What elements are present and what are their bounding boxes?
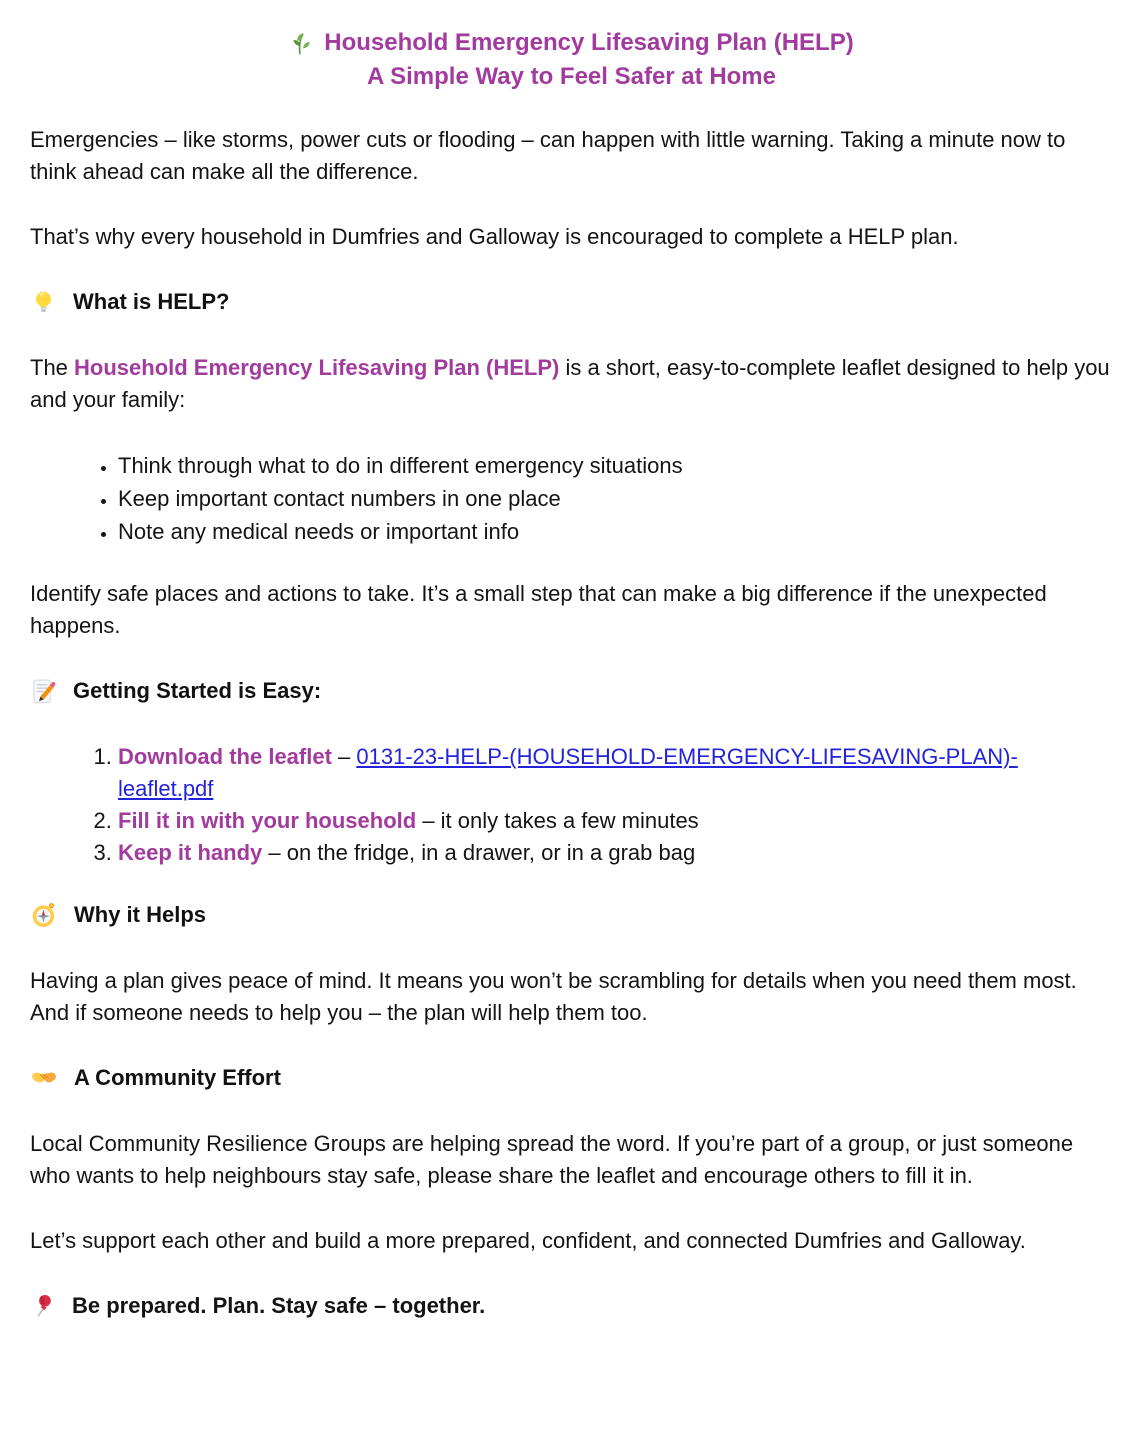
community-paragraph-1: Local Community Resilience Groups are helping spread the word. If you’re part of a group, or just someone who wants to help neighbours stay safe, please share the leaflet and encourage others to fill it in. (30, 1131, 1074, 1188)
step-fill-it-in (118, 805, 1113, 837)
step-2-rest: it only takes a few minutes (440, 808, 699, 833)
title-line1-text: Household Emergency Lifesaving Plan (HELP) (324, 29, 854, 56)
pushpin-icon (30, 1293, 56, 1319)
leaflet-pdf-link[interactable]: 0131-23-HELP-(HOUSEHOLD-EMERGENCY-LIFESAVING-PLAN)-leaflet.pdf (118, 744, 1018, 801)
help-benefits-list (30, 449, 1113, 548)
step-2-highlight: Fill it in with your household (118, 808, 417, 833)
community-paragraph-2: Let’s support each other and build a more prepared, confident, and connected Dumfries and Galloway. (30, 1228, 1026, 1253)
compass-icon (30, 901, 58, 929)
step-3-highlight: Keep it handy (118, 840, 263, 865)
handshake-icon (30, 1064, 58, 1092)
herb-icon (289, 31, 314, 56)
what-is-help-intro (30, 352, 1113, 416)
step-2-separator: – (416, 808, 441, 833)
intro-paragraph-1: Emergencies – like storms, power cuts or flooding – can happen with little warning. Taking a minute now to think ahead can make all the difference. (30, 127, 1066, 184)
title-line-1 (30, 26, 1113, 60)
heading-getting-started-text: Getting Started is Easy: (73, 678, 322, 703)
identify-paragraph: Identify safe places and actions to take. It’s a small step that can make a big difference if the unexpected happens. (30, 581, 1047, 638)
step-3-separator: – (262, 840, 287, 865)
step-3-rest: on the fridge, in a drawer, or in a grab bag (286, 840, 696, 865)
benefit-item-3: • Note any medical needs or important info (118, 515, 1113, 548)
footer-line (30, 1290, 1113, 1322)
step-download-leaflet (118, 741, 1113, 805)
document-title (30, 26, 1113, 94)
heading-why-it-helps (30, 899, 1113, 931)
step-1-highlight: Download the leaflet (118, 744, 332, 769)
lightbulb-icon (30, 289, 57, 316)
intro-paragraph-2: That’s why every household in Dumfries and Galloway is encouraged to complete a HELP plan. (30, 224, 959, 249)
what-is-help-intro-suffix: is a short, easy-to-complete leaflet designed to help you and your family: (30, 355, 1110, 412)
title-line2-text: A Simple Way to Feel Safer at Home (367, 63, 776, 90)
heading-community-effort-text: A Community Effort (74, 1065, 281, 1090)
memo-pencil-icon (30, 678, 57, 705)
help-plan-name-highlight: Household Emergency Lifesaving Plan (HELP) (74, 355, 560, 380)
heading-why-it-helps-text: Why it Helps (74, 902, 207, 927)
step-1-separator: – (331, 744, 357, 769)
what-is-help-intro-prefix: The (30, 355, 75, 380)
why-it-helps-paragraph: Having a plan gives peace of mind. It means you won’t be scrambling for details when you need them most. And if someone needs to help you – the plan will help them too. (30, 968, 1077, 1025)
benefit-item-2: • Keep important contact numbers in one place (118, 482, 1113, 515)
benefit-item-1: • Think through what to do in different emergency situations (118, 449, 1113, 482)
heading-getting-started (30, 675, 1113, 707)
footer-text: Be prepared. Plan. Stay safe – together. (72, 1293, 486, 1318)
heading-what-is-help-text: What is HELP? (73, 289, 230, 314)
step-keep-it-handy (118, 837, 1113, 869)
heading-community-effort (30, 1062, 1113, 1094)
heading-what-is-help (30, 286, 1113, 318)
getting-started-steps (30, 741, 1113, 869)
